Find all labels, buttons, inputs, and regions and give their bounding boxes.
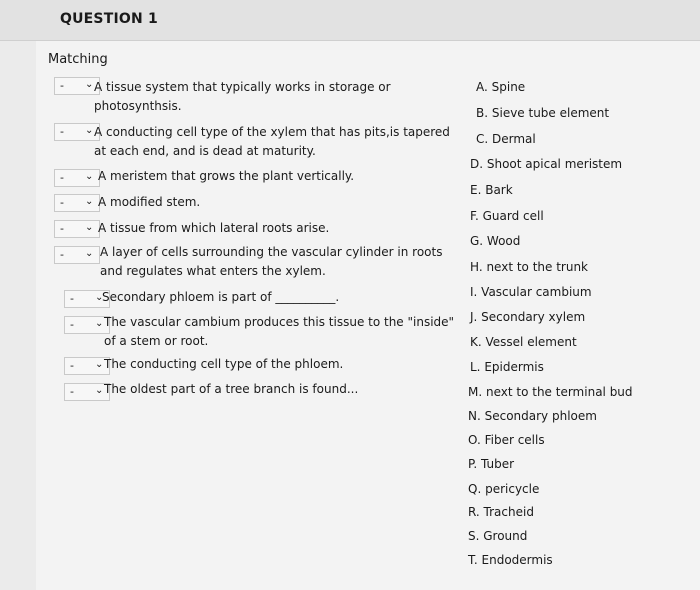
answer-option: G. Wood bbox=[470, 234, 521, 248]
match-select-10[interactable]: - ⌄ bbox=[64, 383, 110, 401]
answer-option: L. Epidermis bbox=[470, 360, 544, 374]
answer-option: R. Tracheid bbox=[468, 505, 534, 519]
prompt-2: A conducting cell type of the xylem that has pits,is tapered at each end, and is dead at maturity. bbox=[94, 125, 450, 158]
prompt-4: A modified stem. bbox=[98, 195, 201, 209]
answer-option: T. Endodermis bbox=[468, 553, 553, 567]
prompt-7: Secondary phloem is part of __________. bbox=[102, 290, 340, 304]
chevron-down-icon: ⌄ bbox=[85, 222, 94, 233]
answer-option: H. next to the trunk bbox=[470, 260, 589, 274]
question-header bbox=[0, 0, 700, 41]
match-select-3[interactable]: - ⌄ bbox=[54, 169, 100, 187]
answer-option: F. Guard cell bbox=[470, 209, 544, 223]
answer-option: M. next to the terminal bud bbox=[468, 385, 633, 399]
chevron-down-icon: ⌄ bbox=[85, 125, 94, 136]
chevron-down-icon: ⌄ bbox=[95, 318, 104, 329]
prompt-8: The vascular cambium produces this tissue to the "inside" of a stem or root. bbox=[104, 315, 455, 348]
prompt-1: A tissue system that typically works in storage or photosynthsis. bbox=[94, 80, 391, 113]
chevron-down-icon: ⌄ bbox=[85, 171, 94, 182]
answer-option: D. Shoot apical meristem bbox=[470, 157, 623, 171]
question-title: QUESTION 1 bbox=[60, 11, 158, 27]
section-label: Matching bbox=[48, 52, 108, 67]
match-select-8[interactable]: - ⌄ bbox=[64, 316, 110, 334]
match-select-6[interactable]: - ⌄ bbox=[54, 246, 100, 264]
answer-option: A. Spine bbox=[476, 80, 526, 94]
answer-option: P. Tuber bbox=[468, 457, 515, 471]
match-select-7[interactable]: - ⌄ bbox=[64, 290, 110, 308]
answer-option: O. Fiber cells bbox=[468, 433, 545, 447]
answer-option: K. Vessel element bbox=[470, 335, 577, 349]
answer-option: E. Bark bbox=[470, 183, 513, 197]
prompt-3: A meristem that grows the plant vertically. bbox=[98, 169, 355, 183]
match-select-1[interactable]: - ⌄ bbox=[54, 77, 100, 95]
prompt-5: A tissue from which lateral roots arise. bbox=[98, 221, 330, 235]
prompt-9: The conducting cell type of the phloem. bbox=[104, 357, 344, 371]
answer-option: B. Sieve tube element bbox=[476, 106, 610, 120]
chevron-down-icon: ⌄ bbox=[85, 79, 94, 90]
answer-option: I. Vascular cambium bbox=[470, 285, 592, 299]
prompt-10: The oldest part of a tree branch is found... bbox=[104, 382, 359, 396]
chevron-down-icon: ⌄ bbox=[85, 196, 94, 207]
chevron-down-icon: ⌄ bbox=[95, 292, 104, 303]
match-select-5[interactable]: - ⌄ bbox=[54, 220, 100, 238]
match-select-9[interactable]: - ⌄ bbox=[64, 357, 110, 375]
answer-option: N. Secondary phloem bbox=[468, 409, 597, 423]
answer-option: S. Ground bbox=[468, 529, 528, 543]
answer-option: C. Dermal bbox=[476, 132, 536, 146]
answer-option: J. Secondary xylem bbox=[470, 310, 586, 324]
chevron-down-icon: ⌄ bbox=[85, 248, 94, 259]
chevron-down-icon: ⌄ bbox=[95, 359, 104, 370]
prompt-6: A layer of cells surrounding the vascular cylinder in roots and regulates what enters the xylem. bbox=[100, 245, 443, 278]
match-select-2[interactable]: - ⌄ bbox=[54, 123, 100, 141]
match-select-4[interactable]: - ⌄ bbox=[54, 194, 100, 212]
answer-option: Q. pericycle bbox=[468, 482, 540, 496]
chevron-down-icon: ⌄ bbox=[95, 385, 104, 396]
